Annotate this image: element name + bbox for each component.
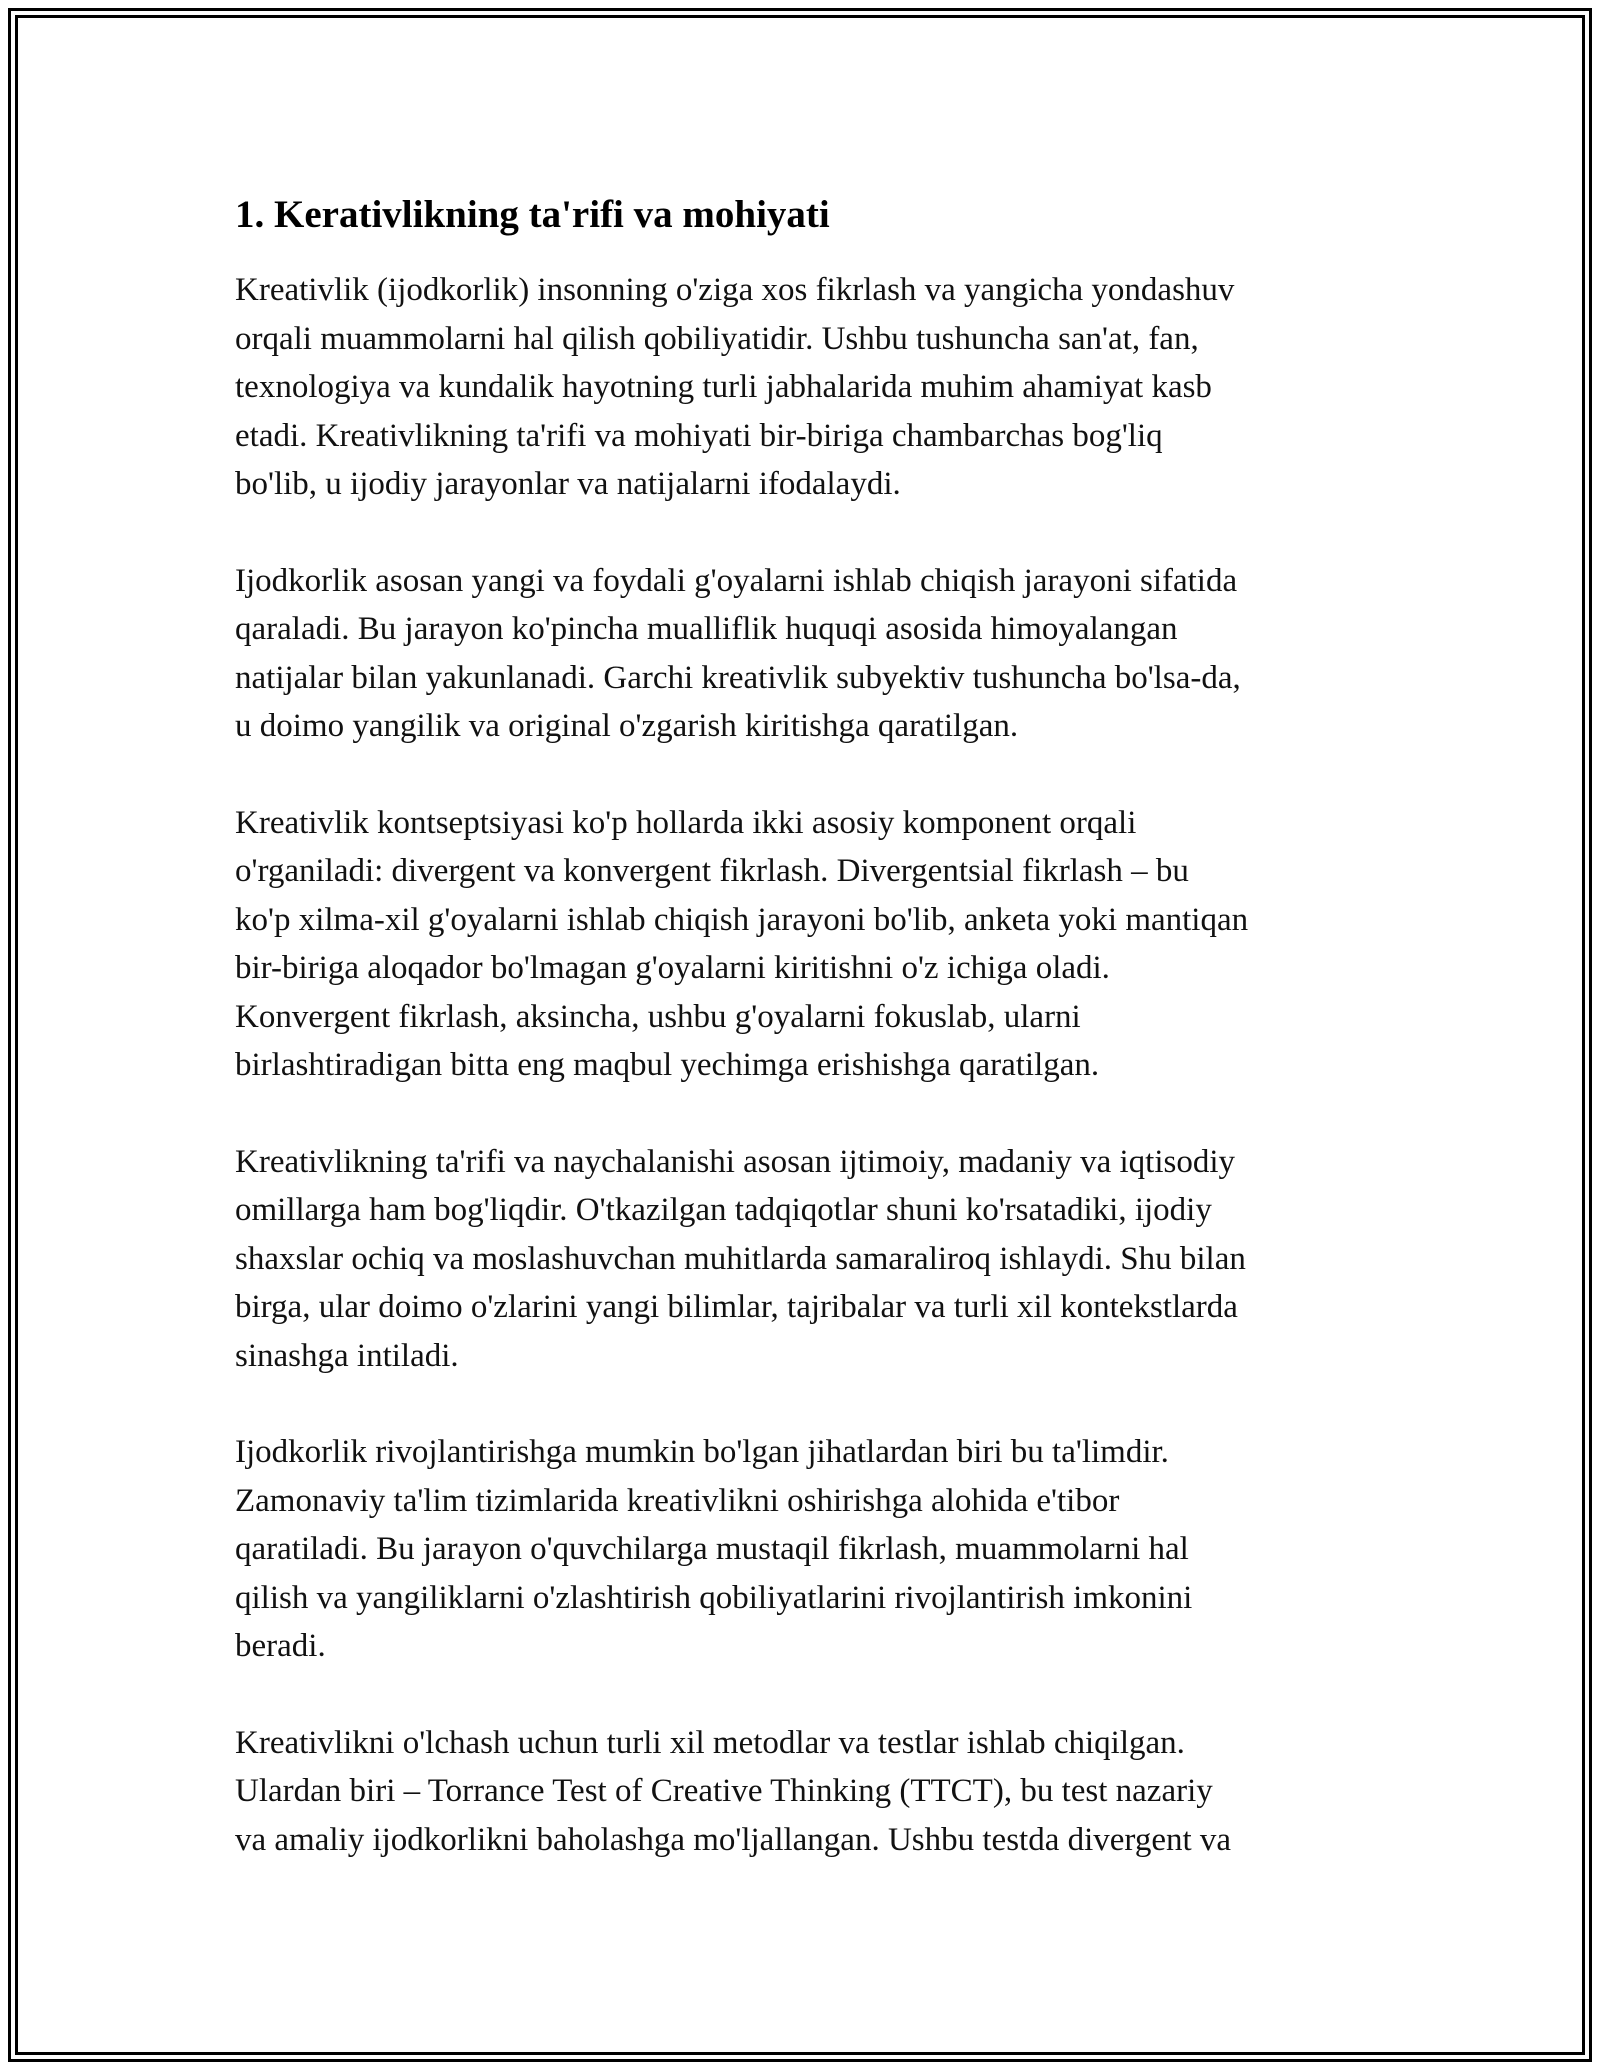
paragraph-1	[235, 266, 1365, 509]
text-line: Zamonaviy ta'lim tizimlarida kreativlikni oshirishga alohida e'tibor	[235, 1482, 1120, 1519]
text-line: Ijodkorlik rivojlantirishga mumkin bo'lgan jihatlardan biri bu ta'limdir.	[235, 1434, 1169, 1470]
text-line: shaxslar ochiq va moslashuvchan muhitlarda samaraliroq ishlaydi. Shu bilan	[235, 1240, 1246, 1277]
paragraph-2	[235, 557, 1365, 751]
text-line: qaraladi. Bu jarayon ko'pincha mualliflik huquqi asosida himoyalangan	[235, 611, 1178, 647]
text-line: ko'p xilma-xil g'oyalarni ishlab chiqish jarayoni bo'lib, anketa yoki mantiqan	[235, 901, 1249, 938]
text-line: Kreativlik (ijodkorlik) insonning o'ziga xos fikrlash va yangicha yondashuv	[235, 272, 1235, 308]
text-line: beradi.	[235, 1628, 326, 1664]
text-line: o'rganiladi: divergent va konvergent fikrlash. Divergentsial fikrlash – bu	[235, 853, 1189, 889]
paragraph-3	[235, 799, 1365, 1090]
text-line: birlashtiradigan bitta eng maqbul yechimga erishishga qaratilgan.	[235, 1047, 1100, 1083]
paragraph-4	[235, 1138, 1365, 1381]
text-line: birga, ular doimo o'zlarini yangi bilimlar, tajribalar va turli xil kontekstlarda	[235, 1289, 1238, 1325]
text-line: Kreativlikning ta'rifi va naychalanishi asosan ijtimoiy, madaniy va iqtisodiy	[235, 1143, 1236, 1180]
text-line: sinashga intiladi.	[235, 1337, 459, 1374]
text-line: bir-biriga aloqador bo'lmagan g'oyalarni kiritishni o'z ichiga oladi.	[235, 950, 1110, 986]
text-line: bo'lib, u ijodiy jarayonlar va natijalarni ifodalaydi.	[235, 466, 901, 502]
text-line: Kreativlik kontseptsiyasi ko'p hollarda ikki asosiy komponent orqali	[235, 804, 1137, 841]
text-line: qaratiladi. Bu jarayon o'quvchilarga mustaqil fikrlash, muammolarni hal	[235, 1531, 1189, 1567]
text-line: Konvergent fikrlash, aksincha, ushbu g'oyalarni fokuslab, ularni	[235, 998, 1081, 1035]
text-line: va amaliy ijodkorlikni baholashga mo'ljallangan. Ushbu testda divergent va	[235, 1821, 1232, 1858]
text-line: u doimo yangilik va original o'zgarish kiritishga qaratilgan.	[235, 708, 1019, 744]
section-heading: 1. Kerativlikning ta'rifi va mohiyati	[235, 193, 830, 236]
text-line: Ijodkorlik asosan yangi va foydali g'oyalarni ishlab chiqish jarayoni sifatida	[235, 562, 1238, 599]
text-line: Kreativlikni o'lchash uchun turli xil metodlar va testlar ishlab chiqilgan.	[235, 1724, 1185, 1761]
text-line: qilish va yangiliklarni o'zlashtirish qobiliyatlarini rivojlantirish imkonini	[235, 1579, 1193, 1616]
text-line: omillarga ham bog'liqdir. O'tkazilgan tadqiqotlar shuni ko'rsatadiki, ijodiy	[235, 1192, 1212, 1228]
text-line: texnologiya va kundalik hayotning turli jabhalarida muhim ahamiyat kasb	[235, 369, 1212, 405]
text-line: etadi. Kreativlikning ta'rifi va mohiyati bir-biriga chambarchas bog'liq	[235, 417, 1163, 454]
text-line: Ulardan biri – Torrance Test of Creative Thinking (TTCT), bu test nazariy	[235, 1773, 1213, 1809]
paragraph-6	[235, 1719, 1365, 1865]
paragraph-5	[235, 1428, 1365, 1671]
document-body	[235, 182, 1365, 1912]
text-line: orqali muammolarni hal qilish qobiliyatidir. Ushbu tushuncha san'at, fan,	[235, 320, 1199, 357]
text-line: natijalar bilan yakunlanadi. Garchi kreativlik subyektiv tushuncha bo'lsa-da,	[235, 659, 1241, 696]
